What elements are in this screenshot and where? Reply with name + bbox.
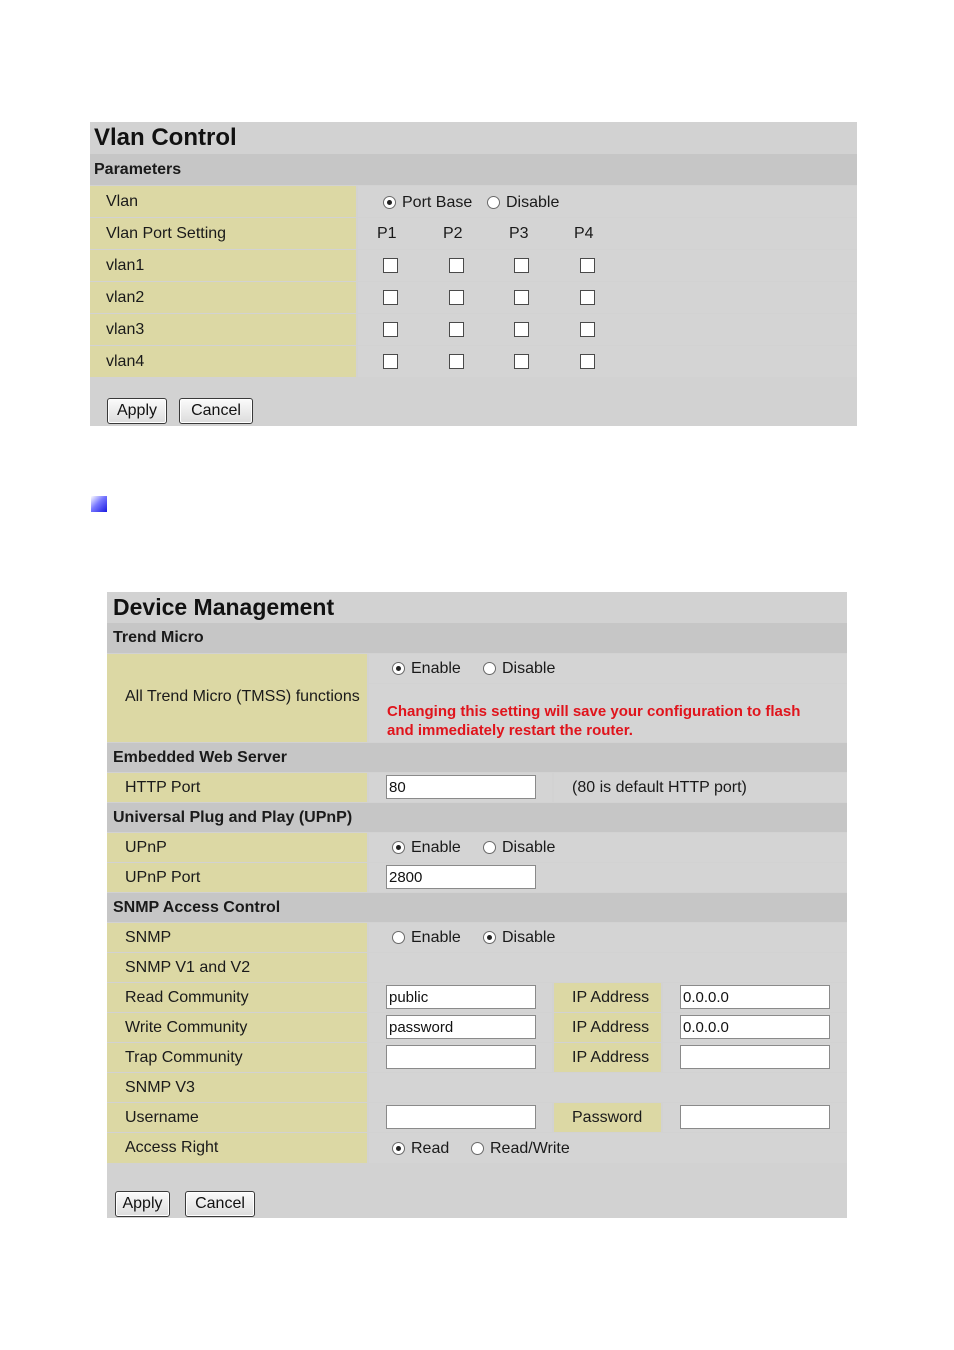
trap-ip-cell bbox=[663, 1043, 847, 1072]
trend-micro-section bbox=[107, 623, 847, 653]
read-community-label: Read Community bbox=[125, 989, 249, 1006]
vlan3-ports-cell bbox=[358, 314, 857, 345]
write-ip-label-cell bbox=[554, 1013, 661, 1042]
upnp-port-input[interactable] bbox=[386, 865, 536, 889]
trend-warning-line2: and immediately restart the router. bbox=[387, 722, 633, 739]
upnp-port-cell bbox=[369, 863, 847, 892]
device-management-panel bbox=[107, 592, 847, 1218]
snmp-enable-radio[interactable] bbox=[392, 931, 405, 944]
read-community-label-cell bbox=[107, 983, 367, 1012]
access-right-label-cell bbox=[107, 1133, 367, 1163]
http-input-cell bbox=[369, 773, 552, 802]
password-label: Password bbox=[572, 1109, 643, 1126]
vlan4-label-cell bbox=[90, 346, 356, 377]
http-note-cell bbox=[554, 773, 847, 802]
upnp-enable-label: Enable bbox=[411, 839, 461, 856]
vlan2-p2-checkbox[interactable] bbox=[449, 290, 464, 305]
vlan1-p2-checkbox[interactable] bbox=[449, 258, 464, 273]
read-ip-label-cell bbox=[554, 983, 661, 1012]
vlan-port-base-radio[interactable] bbox=[383, 196, 396, 209]
vlan2-ports-cell bbox=[358, 282, 857, 313]
dm-apply-button[interactable]: Apply bbox=[115, 1191, 170, 1217]
upnp-disable-label: Disable bbox=[502, 839, 556, 856]
username-input[interactable] bbox=[386, 1105, 536, 1129]
trap-ip-input[interactable] bbox=[680, 1045, 830, 1069]
trend-warning-line1: Changing this setting will save your configuration to flash bbox=[387, 703, 801, 720]
vlan3-label-cell bbox=[90, 314, 356, 345]
vlan4-p3-checkbox[interactable] bbox=[514, 354, 529, 369]
snmp-options-cell bbox=[369, 923, 847, 952]
trap-community-label-cell bbox=[107, 1043, 367, 1072]
password-input[interactable] bbox=[680, 1105, 830, 1129]
password-label-cell bbox=[554, 1103, 661, 1132]
trap-community-cell bbox=[369, 1043, 552, 1072]
snmp-v1v2-label-cell bbox=[107, 953, 367, 982]
port-header-p2: P2 bbox=[443, 225, 463, 242]
access-read-label: Read bbox=[411, 1140, 450, 1157]
vlan1-p4-checkbox[interactable] bbox=[580, 258, 595, 273]
username-cell bbox=[369, 1103, 552, 1132]
port-header-p4: P4 bbox=[574, 225, 594, 242]
trend-warning-cell bbox=[369, 684, 847, 742]
trap-ip-label: IP Address bbox=[572, 1049, 650, 1066]
access-readwrite-label: Read/Write bbox=[490, 1140, 570, 1157]
snmp-v3-label-cell bbox=[107, 1073, 367, 1102]
vlan1-ports-cell bbox=[358, 250, 857, 281]
snmp-enable-label: Enable bbox=[411, 929, 461, 946]
vlan2-label: vlan2 bbox=[106, 289, 145, 306]
snmp-section bbox=[107, 893, 847, 922]
username-label: Username bbox=[125, 1109, 199, 1126]
http-port-input[interactable] bbox=[386, 775, 536, 799]
vlan4-p1-checkbox[interactable] bbox=[383, 354, 398, 369]
snmp-label: SNMP bbox=[125, 929, 172, 946]
snmp-disable-label: Disable bbox=[502, 929, 556, 946]
upnp-enable-radio[interactable] bbox=[392, 841, 405, 854]
read-community-input[interactable] bbox=[386, 985, 536, 1009]
vlan4-p4-checkbox[interactable] bbox=[580, 354, 595, 369]
write-community-input[interactable] bbox=[386, 1015, 536, 1039]
http-port-note: (80 is default HTTP port) bbox=[572, 779, 747, 796]
vlan3-label: vlan3 bbox=[106, 321, 145, 338]
upnp-disable-radio[interactable] bbox=[483, 841, 496, 854]
write-community-label-cell bbox=[107, 1013, 367, 1042]
parameters-section bbox=[90, 154, 857, 185]
write-ip-label: IP Address bbox=[572, 1019, 650, 1036]
access-readwrite-radio[interactable] bbox=[471, 1142, 484, 1155]
vlan4-p2-checkbox[interactable] bbox=[449, 354, 464, 369]
vlan3-p1-checkbox[interactable] bbox=[383, 322, 398, 337]
vlan-disable-radio[interactable] bbox=[487, 196, 500, 209]
vlan-label-cell bbox=[90, 186, 356, 217]
port-header-p3: P3 bbox=[509, 225, 529, 242]
upnp-port-label-cell bbox=[107, 863, 367, 892]
write-community-cell bbox=[369, 1013, 552, 1042]
vlan-title: Vlan Control bbox=[94, 124, 237, 151]
http-label-cell bbox=[107, 773, 367, 802]
vlan1-p3-checkbox[interactable] bbox=[514, 258, 529, 273]
dm-cancel-button[interactable]: Cancel bbox=[185, 1191, 255, 1217]
trend-enable-label: Enable bbox=[411, 660, 461, 677]
trap-ip-label-cell bbox=[554, 1043, 661, 1072]
snmp-disable-radio[interactable] bbox=[483, 931, 496, 944]
vlan3-p2-checkbox[interactable] bbox=[449, 322, 464, 337]
trap-community-label: Trap Community bbox=[125, 1049, 243, 1066]
snmp-label-cell bbox=[107, 923, 367, 952]
vlan-label: Vlan bbox=[106, 193, 139, 210]
password-cell bbox=[663, 1103, 847, 1132]
trap-community-input[interactable] bbox=[386, 1045, 536, 1069]
snmp-v1v2-value-cell bbox=[369, 953, 847, 982]
vlan4-ports-cell bbox=[358, 346, 857, 377]
access-read-radio[interactable] bbox=[392, 1142, 405, 1155]
trend-micro-heading: Trend Micro bbox=[113, 629, 204, 646]
vlan3-p3-checkbox[interactable] bbox=[514, 322, 529, 337]
vlan1-label-cell bbox=[90, 250, 356, 281]
vlan-mode-cell bbox=[358, 186, 857, 217]
trend-enable-radio[interactable] bbox=[392, 662, 405, 675]
dm-title: Device Management bbox=[113, 594, 335, 620]
upnp-section bbox=[107, 803, 847, 832]
write-ip-cell bbox=[663, 1013, 847, 1042]
upnp-label: UPnP bbox=[125, 839, 167, 856]
bullet-icon bbox=[91, 496, 107, 512]
vlan2-p1-checkbox[interactable] bbox=[383, 290, 398, 305]
vlan-apply-button[interactable]: Apply bbox=[107, 398, 167, 424]
vlan-port-base-label: Port Base bbox=[402, 194, 473, 211]
read-ip-label: IP Address bbox=[572, 989, 650, 1006]
vlan2-p3-checkbox[interactable] bbox=[514, 290, 529, 305]
http-port-label: HTTP Port bbox=[125, 779, 201, 796]
vlan1-p1-checkbox[interactable] bbox=[383, 258, 398, 273]
port-header-p1: P1 bbox=[377, 225, 397, 242]
trend-label: All Trend Micro (TMSS) functions bbox=[125, 688, 360, 705]
upnp-port-label: UPnP Port bbox=[125, 869, 201, 886]
snmp-v1v2-label: SNMP V1 and V2 bbox=[125, 959, 251, 976]
web-server-section bbox=[107, 743, 847, 772]
vlan3-p4-checkbox[interactable] bbox=[580, 322, 595, 337]
port-setting-label-cell bbox=[90, 218, 356, 249]
vlan-disable-label: Disable bbox=[506, 194, 560, 211]
upnp-heading: Universal Plug and Play (UPnP) bbox=[113, 809, 353, 826]
read-community-cell bbox=[369, 983, 552, 1012]
read-ip-input[interactable] bbox=[680, 985, 830, 1009]
trend-options-cell bbox=[369, 654, 847, 683]
vlan-cancel-button[interactable]: Cancel bbox=[179, 398, 253, 424]
parameters-heading: Parameters bbox=[94, 161, 182, 178]
username-label-cell bbox=[107, 1103, 367, 1132]
port-headers-cell bbox=[358, 218, 857, 249]
vlan4-label: vlan4 bbox=[106, 353, 145, 370]
web-server-heading: Embedded Web Server bbox=[113, 749, 287, 766]
port-setting-label: Vlan Port Setting bbox=[106, 225, 227, 242]
snmp-v3-value-cell bbox=[369, 1073, 847, 1102]
trend-label-cell bbox=[107, 654, 367, 742]
write-ip-input[interactable] bbox=[680, 1015, 830, 1039]
read-ip-cell bbox=[663, 983, 847, 1012]
upnp-label-cell bbox=[107, 833, 367, 862]
snmp-v3-label: SNMP V3 bbox=[125, 1079, 195, 1096]
vlan-control-panel bbox=[90, 122, 857, 426]
access-right-label: Access Right bbox=[125, 1139, 219, 1156]
trend-disable-label: Disable bbox=[502, 660, 556, 677]
access-right-cell bbox=[369, 1133, 847, 1163]
vlan1-label: vlan1 bbox=[106, 257, 145, 274]
trend-disable-radio[interactable] bbox=[483, 662, 496, 675]
write-community-label: Write Community bbox=[125, 1019, 248, 1036]
snmp-heading: SNMP Access Control bbox=[113, 899, 281, 916]
upnp-options-cell bbox=[369, 833, 847, 862]
vlan2-label-cell bbox=[90, 282, 356, 313]
vlan2-p4-checkbox[interactable] bbox=[580, 290, 595, 305]
